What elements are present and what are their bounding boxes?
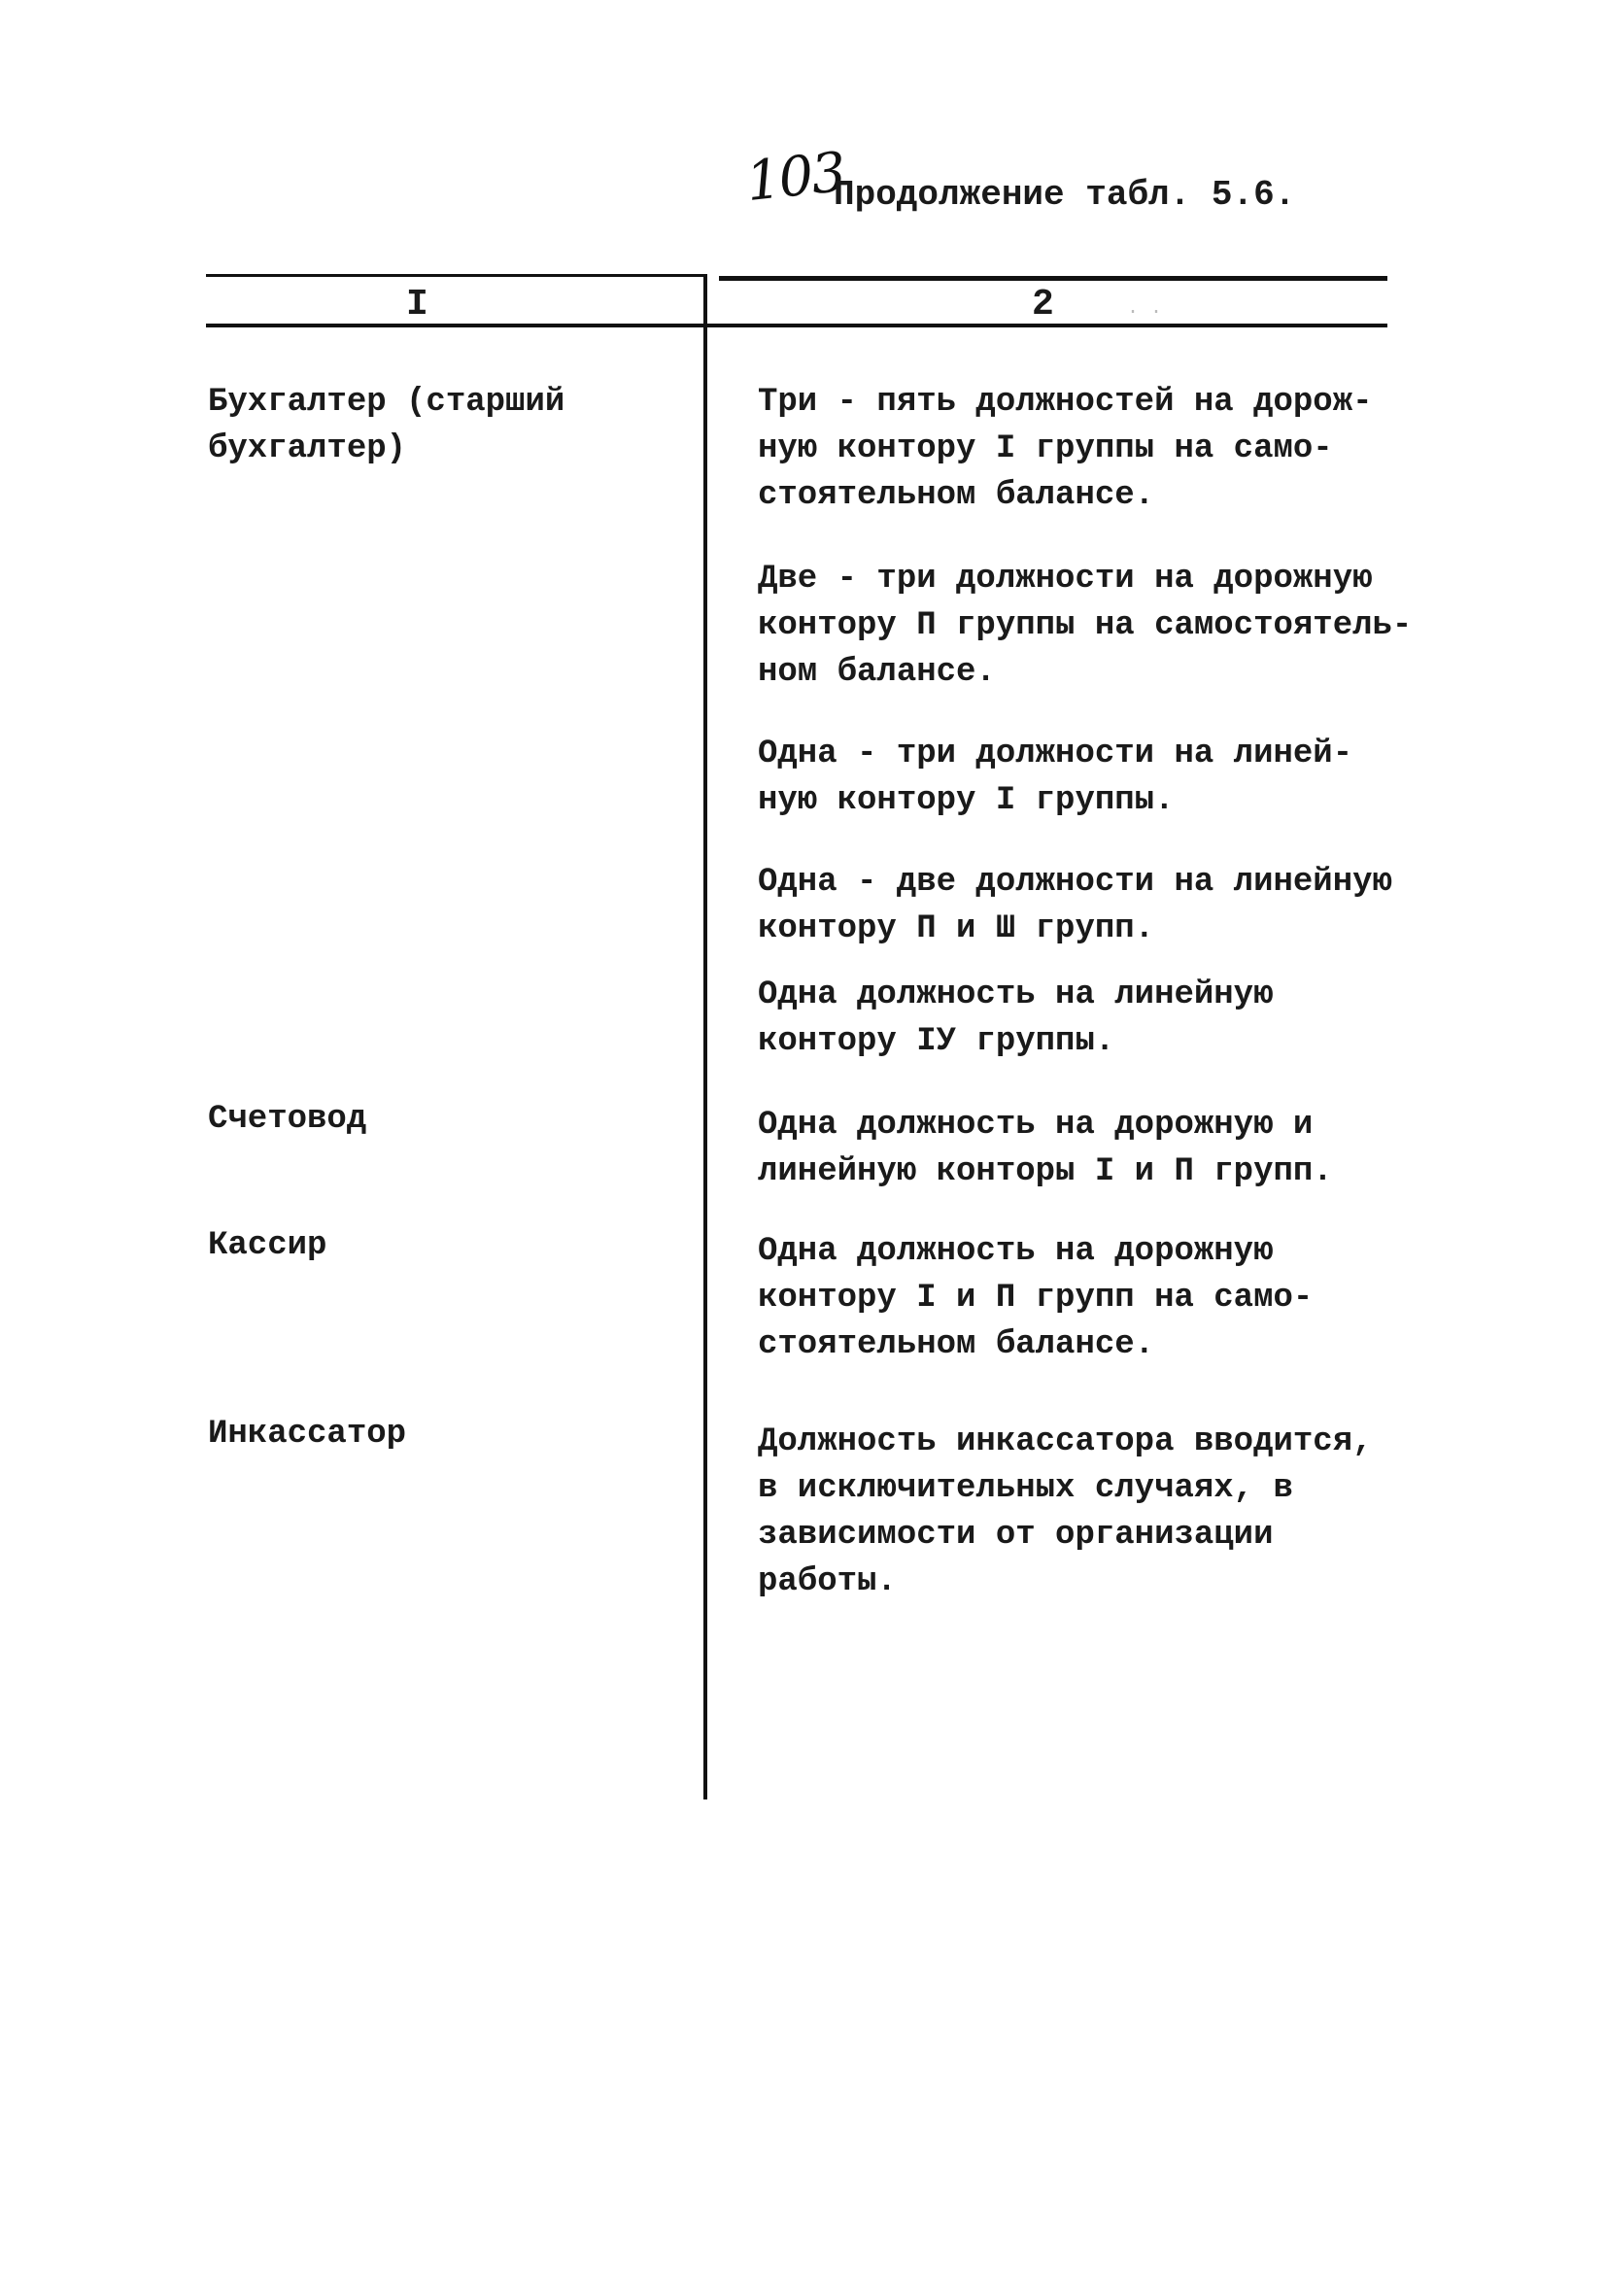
- norm-line: Одна - три должности на линей-: [758, 736, 1353, 772]
- norm-cell: [758, 1102, 1333, 1195]
- top-rule-left: [206, 274, 707, 277]
- norm-cell: [758, 1419, 1373, 1605]
- top-rule-right: [719, 276, 1387, 281]
- norm-line: ную контору I группы.: [758, 782, 1175, 819]
- handwritten-page-number: 103: [742, 140, 848, 215]
- norm-line: в исключительных случаях, в: [758, 1470, 1293, 1507]
- norm-line: Две - три должности на дорожную: [758, 561, 1373, 598]
- position-line: Кассир: [208, 1227, 327, 1264]
- table-continuation-caption: Продолжение табл. 5.6.: [834, 175, 1296, 215]
- norm-line: контору П группы на самостоятель-: [758, 607, 1413, 644]
- norm-line: Одна должность на дорожную и: [758, 1107, 1314, 1144]
- column-header-2: 2: [1032, 284, 1054, 326]
- position-line: бухгалтер): [208, 430, 407, 467]
- norm-cell: [758, 731, 1352, 824]
- norm-line: зависимости от организации: [758, 1517, 1274, 1554]
- norm-cell: [758, 859, 1392, 952]
- norm-line: линейную конторы I и П групп.: [758, 1153, 1333, 1190]
- position-cell: [208, 379, 564, 472]
- norm-line: Три - пять должностей на дорож-: [758, 384, 1373, 421]
- norm-cell: [758, 556, 1412, 696]
- position-cell: [208, 1411, 406, 1457]
- norm-cell: [758, 379, 1373, 519]
- norm-line: ную контору I группы на само-: [758, 430, 1333, 467]
- norm-cell: [758, 1228, 1313, 1368]
- column-header-1: I: [406, 284, 428, 326]
- column-divider: [703, 274, 707, 1799]
- norm-line: контору IУ группы.: [758, 1023, 1115, 1060]
- norm-line: работы.: [758, 1563, 897, 1600]
- norm-line: стоятельном балансе.: [758, 477, 1155, 514]
- position-line: Инкассатор: [208, 1416, 407, 1453]
- position-line: Бухгалтер (старший: [208, 384, 565, 421]
- norm-line: контору I и П групп на само-: [758, 1280, 1314, 1317]
- position-line: Счетовод: [208, 1101, 367, 1138]
- norm-line: Должность инкассатора вводится,: [758, 1423, 1373, 1460]
- norm-line: ном балансе.: [758, 654, 996, 691]
- norm-line: Одна должность на дорожную: [758, 1233, 1274, 1270]
- scan-speck: · ·: [1127, 301, 1163, 324]
- position-cell: [208, 1222, 326, 1269]
- norm-line: Одна должность на линейную: [758, 977, 1274, 1013]
- norm-line: контору П и Ш групп.: [758, 910, 1155, 947]
- position-cell: [208, 1096, 366, 1143]
- norm-line: стоятельном балансе.: [758, 1326, 1155, 1363]
- norm-line: Одна - две должности на линейную: [758, 864, 1392, 901]
- norm-cell: [758, 972, 1274, 1065]
- header-bottom-rule: [206, 324, 1387, 327]
